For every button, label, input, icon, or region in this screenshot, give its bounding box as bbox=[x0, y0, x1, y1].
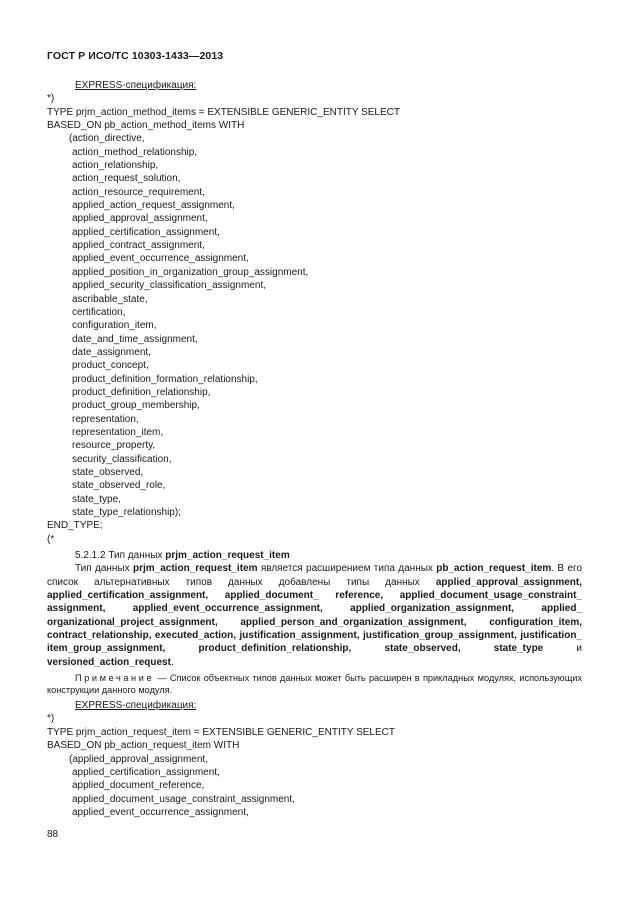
para-base-type: pb_action_request_item bbox=[436, 563, 552, 575]
select-item: applied_event_occurrence_assignment, bbox=[72, 253, 249, 265]
based-on-1: BASED_ON pb_action_method_items WITH bbox=[47, 120, 245, 132]
select-item: applied_approval_assignment, bbox=[72, 213, 208, 225]
select-item: resource_property, bbox=[72, 440, 156, 452]
para-text-c: является расширением типа данных bbox=[257, 563, 437, 575]
select-item: security_classification, bbox=[72, 453, 172, 465]
select-list-2 bbox=[47, 753, 582, 820]
select-item: applied_position_in_organization_group_assignment, bbox=[72, 266, 309, 278]
section-heading-prefix: 5.2.1.2 Тип данных bbox=[75, 550, 166, 562]
select-item: action_method_relationship, bbox=[72, 146, 198, 158]
select-item: applied_document_usage_constraint_assignment, bbox=[72, 793, 295, 805]
type-declaration-2: TYPE prjm_action_request_item = EXTENSIBLE GENERIC_ENTITY SELECT bbox=[47, 726, 395, 738]
based-on-2: BASED_ON pb_action_request_item WITH bbox=[47, 740, 240, 752]
select-item: representation, bbox=[72, 413, 139, 425]
select-item: applied_security_classification_assignment, bbox=[72, 280, 266, 292]
express-spec-heading-2: EXPRESS-спецификация: bbox=[75, 700, 197, 712]
page-number: 88 bbox=[47, 829, 59, 840]
para-last-type: versioned_action_request bbox=[47, 656, 171, 668]
section-paragraph bbox=[47, 562, 582, 669]
select-item: (applied_approval_assignment, bbox=[69, 753, 208, 765]
para-text-a: Тип данных bbox=[75, 563, 133, 575]
select-item: state_type, bbox=[72, 493, 121, 505]
type-declaration-1: TYPE prjm_action_method_items = EXTENSIBLE GENERIC_ENTITY SELECT bbox=[47, 106, 400, 118]
select-item: applied_event_occurrence_assignment, bbox=[72, 806, 249, 818]
select-item: product_definition_relationship, bbox=[72, 386, 211, 398]
select-item: product_definition_formation_relationship, bbox=[72, 373, 258, 385]
comment-close-1: (* bbox=[47, 533, 55, 545]
para-text-e: . В его список альтернативных типов данных добавлены типы данных bbox=[47, 563, 583, 588]
section-heading bbox=[47, 549, 582, 562]
para-end: . bbox=[170, 656, 174, 668]
para-and: и bbox=[543, 643, 582, 655]
section-heading-type: prjm_action_request_item bbox=[165, 550, 290, 562]
select-item: action_resource_requirement, bbox=[72, 186, 205, 198]
select-list-1 bbox=[47, 132, 582, 519]
select-item: applied_document_reference, bbox=[72, 780, 205, 792]
select-item: (action_directive, bbox=[69, 133, 145, 145]
select-item: date_and_time_assignment, bbox=[72, 333, 198, 345]
select-item: product_concept, bbox=[72, 360, 149, 372]
para-type-list: applied_approval_assignment, applied_certification_assignment, applied_document_ reference, applied_document_usage_constraint_ assignment, applied_event_occurrence_assignment, applied_organization_assignment, applied_ organizational_project_assignment, applied_person_and_organization_assignment, configuration_item, contract_relationship, executed_action, justification_assignment, justification_group_assignment, justification_ item_group_assignment, product_definition_relationship, state_observed, state_type bbox=[47, 576, 582, 655]
select-item: applied_contract_assignment, bbox=[72, 240, 205, 252]
select-item: date_assignment, bbox=[72, 346, 151, 358]
select-item: state_observed, bbox=[72, 466, 144, 478]
select-item: ascribable_state, bbox=[72, 293, 148, 305]
select-item: product_group_membership, bbox=[72, 400, 200, 412]
document-header: ГОСТ Р ИСО/ТС 10303-1433—2013 bbox=[47, 50, 224, 62]
select-item: configuration_item, bbox=[72, 320, 157, 332]
select-item: certification, bbox=[72, 306, 126, 318]
select-item: action_relationship, bbox=[72, 160, 159, 172]
note-paragraph bbox=[47, 673, 582, 696]
express-spec-heading-1: EXPRESS-спецификация: bbox=[75, 80, 197, 91]
note-text: — Список объектных типов данных может быть расширен в прикладных модулях, использующих конструкции данного модуля. bbox=[47, 673, 582, 695]
select-item: applied_action_request_assignment, bbox=[72, 200, 235, 212]
page-content bbox=[47, 79, 582, 819]
select-item: representation_item, bbox=[72, 426, 164, 438]
select-item: action_request_solution, bbox=[72, 173, 181, 185]
select-item: state_type_relationship); bbox=[72, 507, 181, 518]
select-item: applied_certification_assignment, bbox=[72, 226, 220, 238]
select-item: applied_certification_assignment, bbox=[72, 766, 220, 778]
comment-open-1: *) bbox=[47, 93, 55, 105]
para-type-name: prjm_action_request_item bbox=[133, 563, 258, 575]
comment-open-2: *) bbox=[47, 713, 55, 725]
end-type: END_TYPE; bbox=[47, 520, 103, 532]
select-item: state_observed_role, bbox=[72, 480, 166, 492]
note-label: Примечание bbox=[75, 673, 155, 684]
